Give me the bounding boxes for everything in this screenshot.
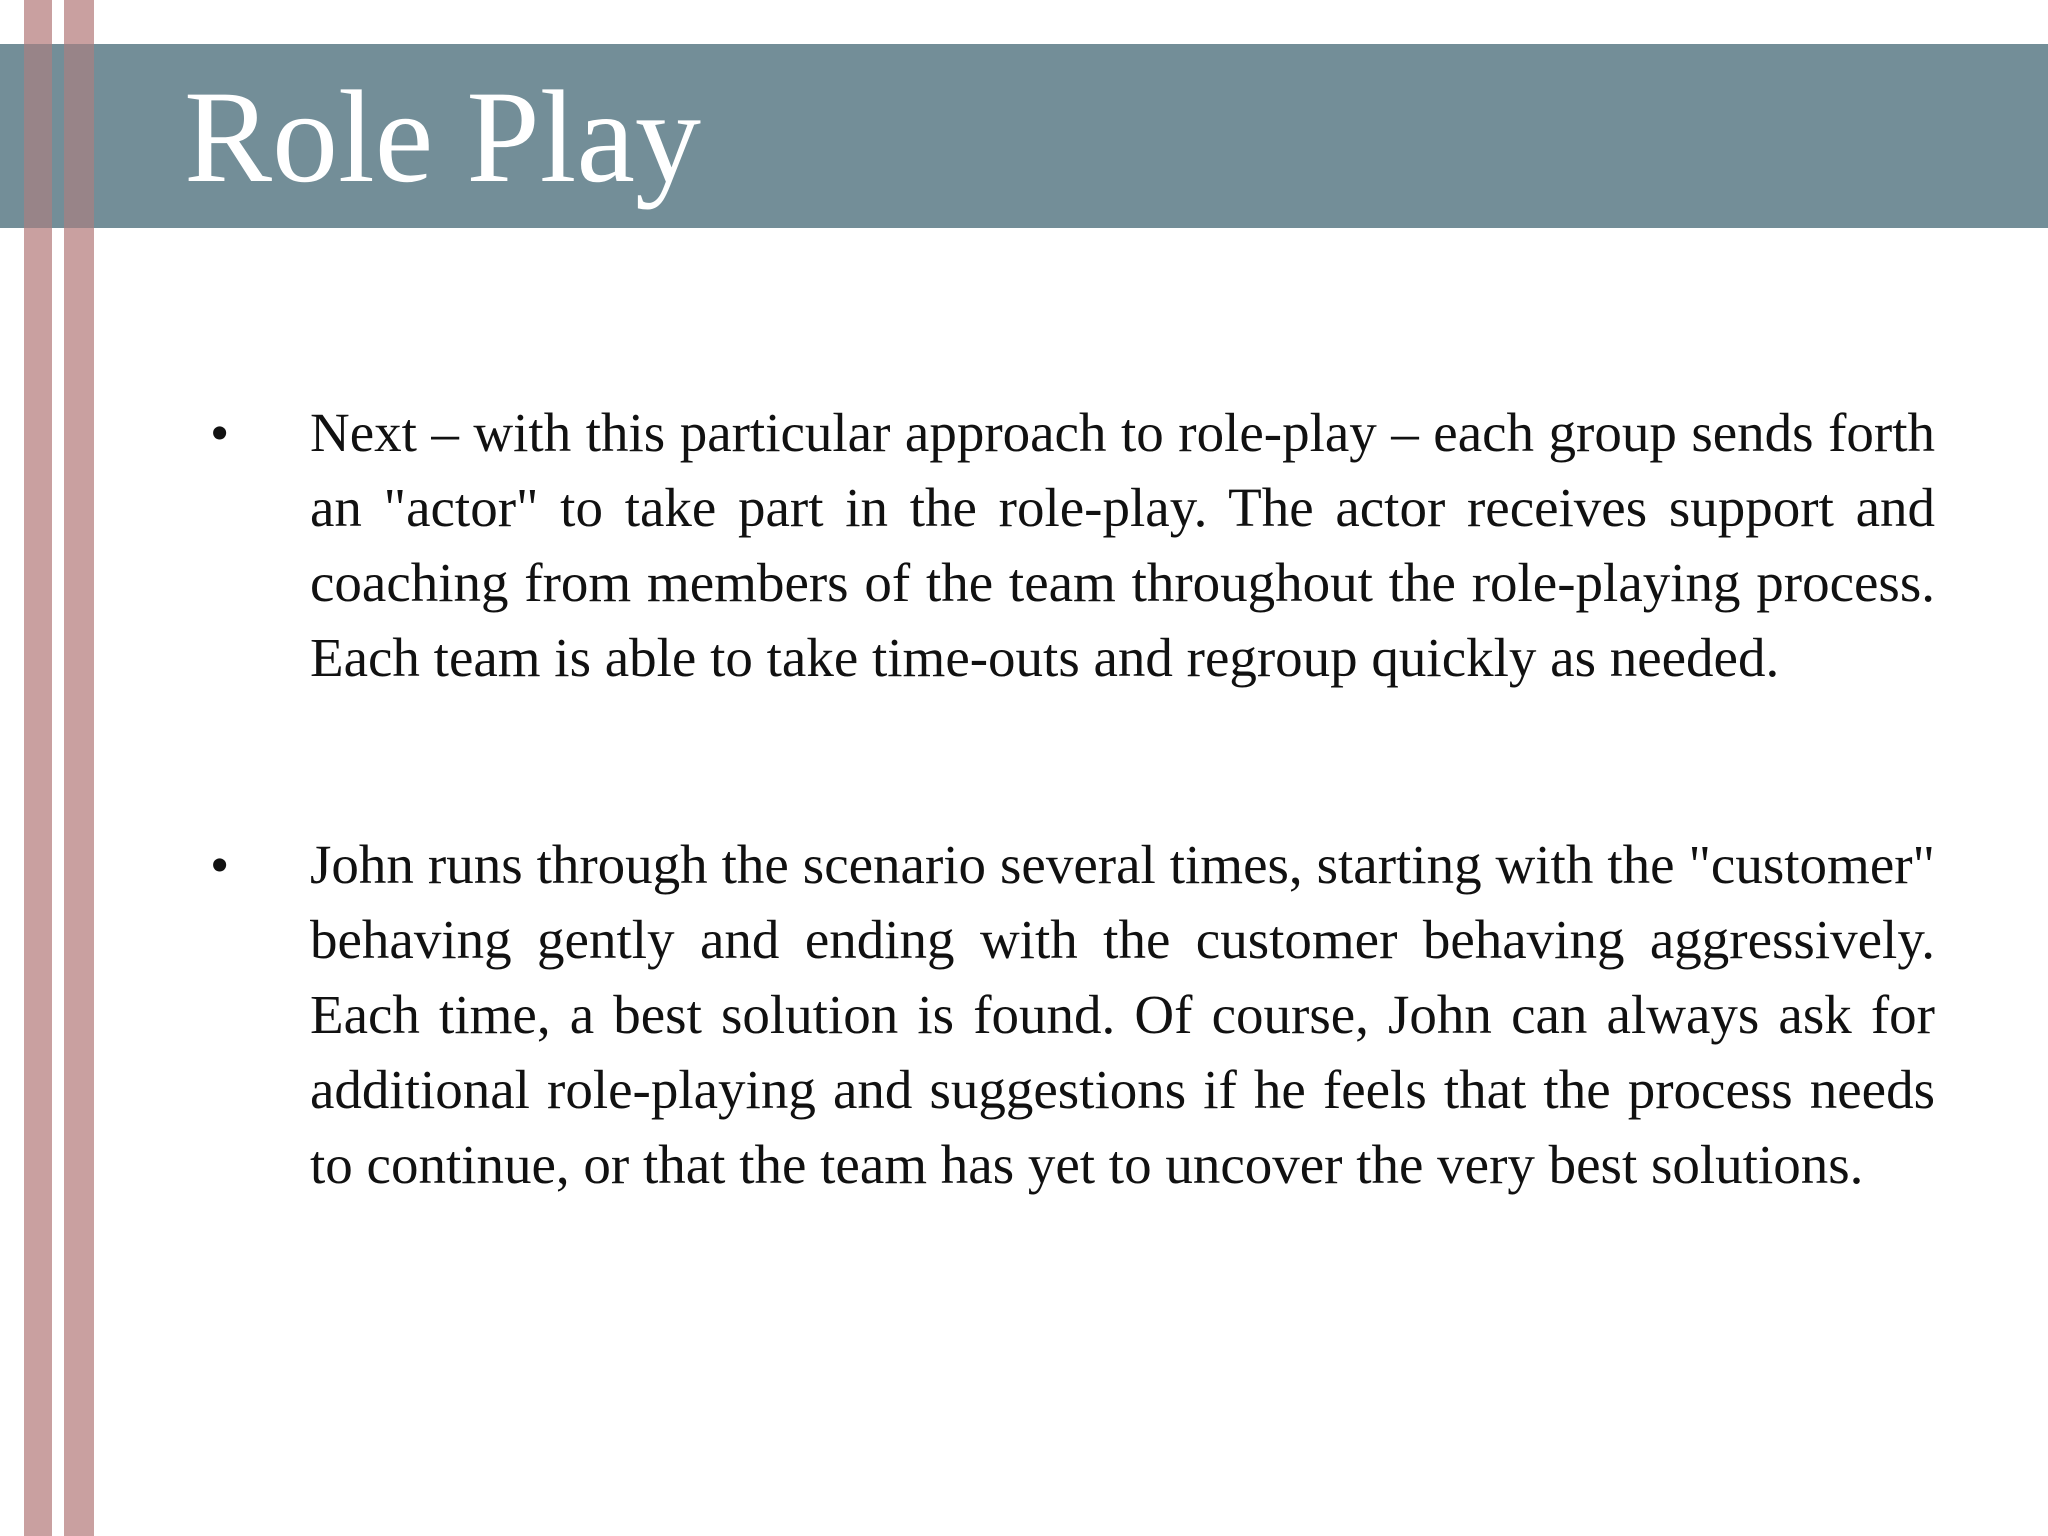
bullet-list <box>210 395 1935 1202</box>
bullet-item-2 <box>210 827 1935 1202</box>
bullet-item-1 <box>210 395 1935 695</box>
bullet-text: Next – with this particular approach to role-play – each group sends forth an "actor" to take part in the role-play. The actor receives support and coaching from members of the team throughout the role-playing process. Each team is able to take time-outs and regroup quickly as needed. <box>310 402 1935 688</box>
decorative-stripe-right <box>64 0 94 1536</box>
bullet-marker: • <box>210 402 230 463</box>
stripe-overlap-right <box>64 44 94 228</box>
decorative-stripe-left <box>24 0 52 1536</box>
stripe-overlap-left <box>24 44 52 228</box>
bullet-text: John runs through the scenario several times, starting with the "customer" behaving gently and ending with the customer behaving aggressively. Each time, a best solution is found. Of course, John can always ask for additional role-playing and suggestions if he feels that the process needs to continue, or that the team has yet to uncover the very best solutions. <box>310 834 1935 1195</box>
slide-title: Role Play <box>184 63 701 210</box>
bullet-marker: • <box>210 834 230 895</box>
